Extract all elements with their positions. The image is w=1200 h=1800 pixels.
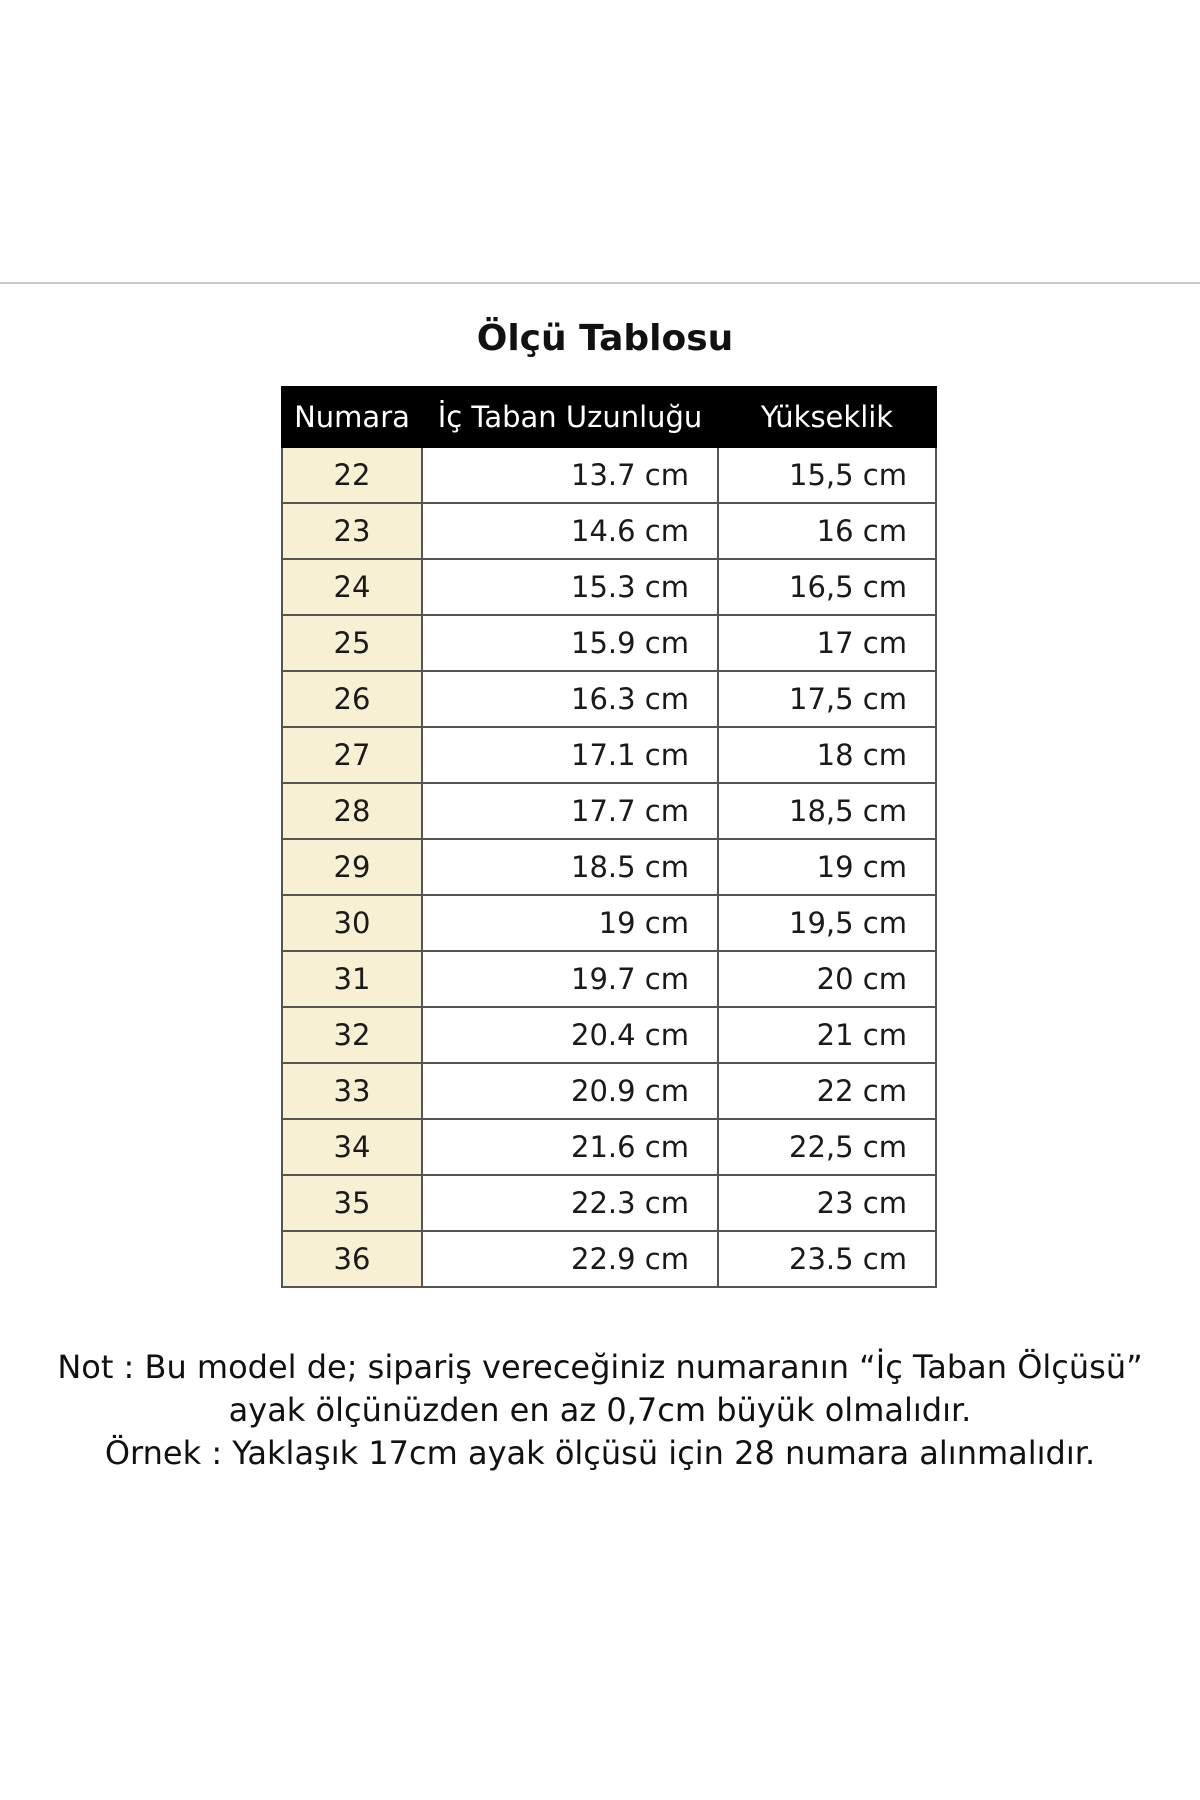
insole-length-cell: 19.7 cm [422, 951, 718, 1007]
insole-length-cell: 22.9 cm [422, 1231, 718, 1287]
size-cell: 28 [282, 783, 422, 839]
size-note [0, 1346, 1200, 1475]
height-cell: 16,5 cm [718, 559, 936, 615]
height-cell: 17 cm [718, 615, 936, 671]
header-size: Numara [282, 387, 422, 447]
height-cell: 15,5 cm [718, 447, 936, 503]
insole-length-cell: 16.3 cm [422, 671, 718, 727]
insole-length-cell: 20.4 cm [422, 1007, 718, 1063]
size-cell: 27 [282, 727, 422, 783]
size-cell: 24 [282, 559, 422, 615]
table-row [282, 503, 936, 559]
size-cell: 22 [282, 447, 422, 503]
height-cell: 20 cm [718, 951, 936, 1007]
table-row [282, 559, 936, 615]
height-cell: 22 cm [718, 1063, 936, 1119]
table-row [282, 895, 936, 951]
size-chart-table [281, 386, 937, 1288]
table-body [282, 447, 936, 1287]
table-row [282, 839, 936, 895]
note-line-2: ayak ölçünüzden en az 0,7cm büyük olmalıdır. [228, 1391, 972, 1429]
insole-length-cell: 19 cm [422, 895, 718, 951]
size-cell: 25 [282, 615, 422, 671]
height-cell: 18 cm [718, 727, 936, 783]
height-cell: 22,5 cm [718, 1119, 936, 1175]
size-cell: 26 [282, 671, 422, 727]
table-row [282, 727, 936, 783]
table-header-row [282, 387, 936, 447]
header-height: Yükseklik [718, 387, 936, 447]
insole-length-cell: 13.7 cm [422, 447, 718, 503]
top-divider [0, 282, 1200, 284]
insole-length-cell: 18.5 cm [422, 839, 718, 895]
height-cell: 18,5 cm [718, 783, 936, 839]
height-cell: 17,5 cm [718, 671, 936, 727]
page-title: Ölçü Tablosu [476, 318, 734, 359]
size-cell: 31 [282, 951, 422, 1007]
insole-length-cell: 17.7 cm [422, 783, 718, 839]
table-row [282, 1175, 936, 1231]
insole-length-cell: 15.9 cm [422, 615, 718, 671]
insole-length-cell: 20.9 cm [422, 1063, 718, 1119]
height-cell: 23 cm [718, 1175, 936, 1231]
size-cell: 29 [282, 839, 422, 895]
table-row [282, 1231, 936, 1287]
insole-length-cell: 14.6 cm [422, 503, 718, 559]
size-cell: 30 [282, 895, 422, 951]
height-cell: 21 cm [718, 1007, 936, 1063]
size-cell: 36 [282, 1231, 422, 1287]
table-row [282, 615, 936, 671]
size-cell: 32 [282, 1007, 422, 1063]
height-cell: 19,5 cm [718, 895, 936, 951]
header-insole-length: İç Taban Uzunluğu [422, 387, 718, 447]
table-row [282, 783, 936, 839]
insole-length-cell: 22.3 cm [422, 1175, 718, 1231]
size-cell: 33 [282, 1063, 422, 1119]
note-line-1: Not : Bu model de; sipariş vereceğiniz numaranın “İç Taban Ölçüsü” [57, 1348, 1143, 1386]
table-row [282, 1007, 936, 1063]
table-row [282, 1119, 936, 1175]
height-cell: 19 cm [718, 839, 936, 895]
table-row [282, 951, 936, 1007]
size-cell: 35 [282, 1175, 422, 1231]
note-line-3: Örnek : Yaklaşık 17cm ayak ölçüsü için 28 numara alınmalıdır. [104, 1434, 1096, 1472]
insole-length-cell: 17.1 cm [422, 727, 718, 783]
table-row [282, 1063, 936, 1119]
size-cell: 34 [282, 1119, 422, 1175]
table-row [282, 447, 936, 503]
insole-length-cell: 21.6 cm [422, 1119, 718, 1175]
height-cell: 16 cm [718, 503, 936, 559]
size-cell: 23 [282, 503, 422, 559]
height-cell: 23.5 cm [718, 1231, 936, 1287]
insole-length-cell: 15.3 cm [422, 559, 718, 615]
table-row [282, 671, 936, 727]
